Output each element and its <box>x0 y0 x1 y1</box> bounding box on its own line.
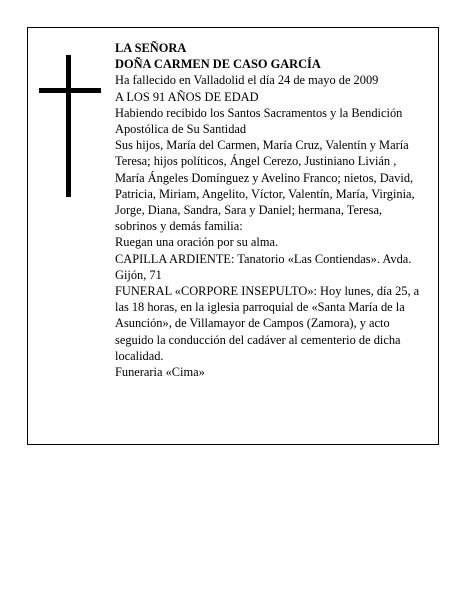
deceased-name: DOÑA CARMEN DE CASO GARCÍA <box>115 57 321 72</box>
funeral-info: FUNERAL «CORPORE INSEPULTO»: Hoy lunes, día 25, a las 18 horas, en la iglesia parroquial de «Santa María de la Asunción», de Villamayor de Campos (Zamora), y acto seguido la conducción del cadáver al cementerio de dicha localidad. <box>115 284 420 363</box>
age-line: A LOS 91 AÑOS DE EDAD <box>115 89 259 104</box>
sacraments-paragraph: Habiendo recibido los Santos Sacramentos y la Bendición Apostólica de Su Santidad <box>115 105 403 137</box>
obituary-text <box>115 40 427 380</box>
cross-icon <box>39 55 101 197</box>
chapel-info: CAPILLA ARDIENTE: Tanatorio «Las Contiendas». Avda. Gijón, 71 <box>115 251 412 282</box>
cross-vertical-bar <box>66 55 71 197</box>
family-paragraph: Sus hijos, María del Carmen, María Cruz, Valentín y María Teresa; hijos políticos, Ángel Cerezo, Justiniano Livián , María Ángeles Domínguez y Avelino Franco; nietos, David, Patricia, Miriam, Angelito, Víctor, Valentín, María, Virginia, Jorge, Diana, Sandra, Sara y Daniel; hermana, Teresa, sobrinos y demás familia: <box>115 138 415 234</box>
prayer-line: Ruegan una oración por su alma. <box>115 235 279 250</box>
cross-horizontal-bar <box>39 88 101 93</box>
death-info: Ha fallecido en Valladolid el día 24 de mayo de 2009 <box>115 73 379 88</box>
funeral-home: Funeraria «Cima» <box>115 365 205 380</box>
title-line-1: LA SEÑORA <box>115 41 187 55</box>
